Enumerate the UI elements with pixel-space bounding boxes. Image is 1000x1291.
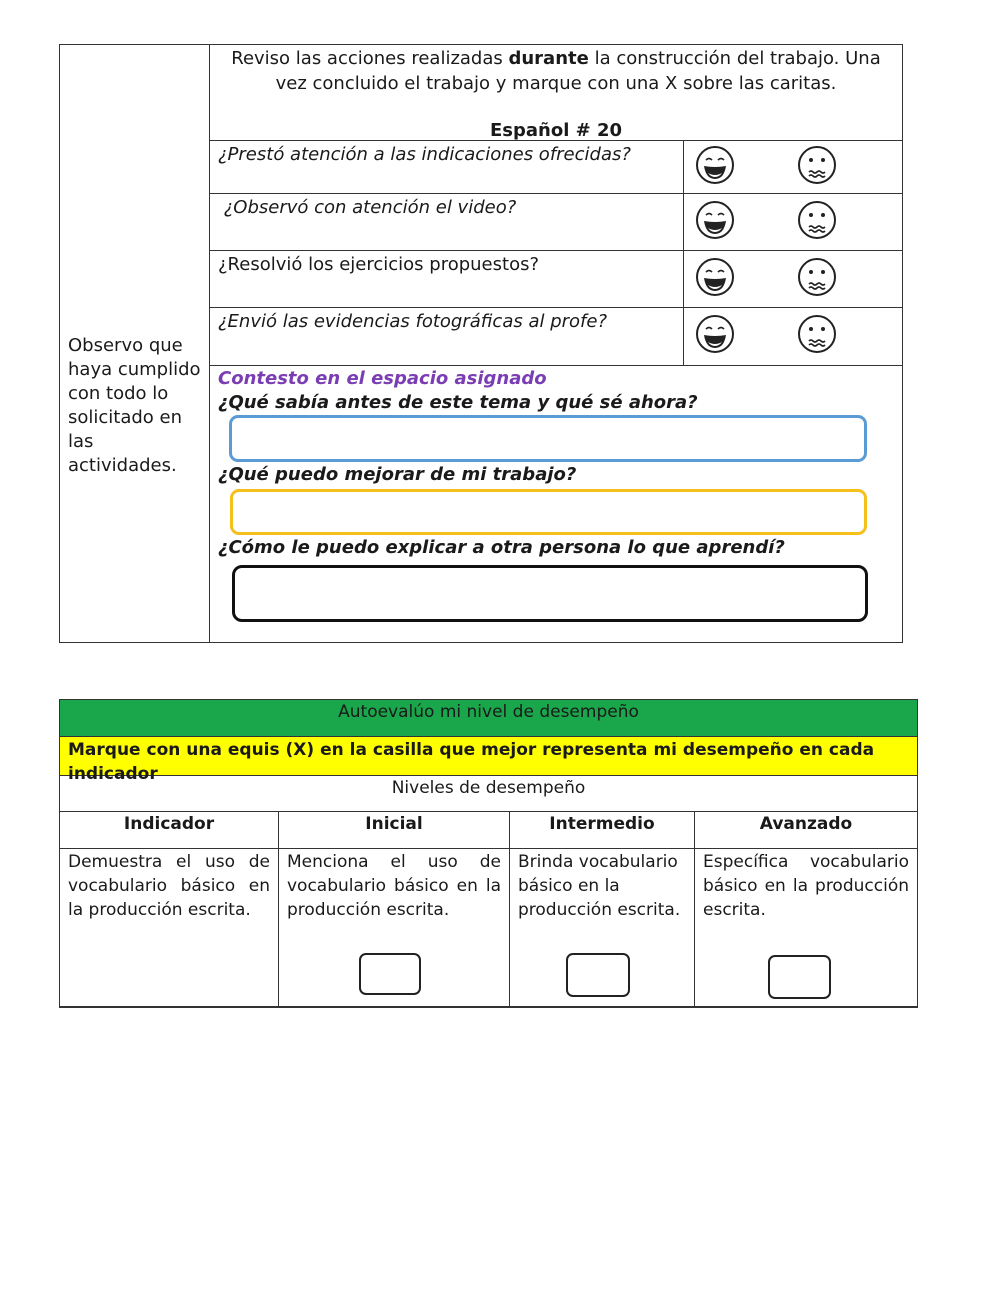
answer-question: ¿Qué puedo mejorar de mi trabajo? xyxy=(218,464,577,485)
question-text: ¿Prestó atención a las indicaciones ofrecidas? xyxy=(218,144,631,165)
inicial-description: Menciona el uso de vocabulario básico en la producción escrita. xyxy=(287,852,501,920)
indicator-cell: Demuestra el uso de vocabulario básico en la producción escrita. xyxy=(60,849,279,1006)
instructions xyxy=(210,45,902,141)
face-options xyxy=(683,141,902,193)
inicial-cell xyxy=(279,849,510,1006)
sad-face-icon[interactable] xyxy=(797,145,837,185)
column-header-indicador: Indicador xyxy=(60,812,279,848)
self-check-table xyxy=(59,44,903,643)
intermedio-checkbox[interactable] xyxy=(566,953,630,997)
column-header-avanzado: Avanzado xyxy=(759,814,853,834)
avanzado-checkbox[interactable] xyxy=(768,955,831,999)
column-header-inicial: Inicial xyxy=(279,812,510,848)
rubric-instruction: Marque con una equis (X) en la casilla que mejor representa mi desempeño en cada indicador xyxy=(60,737,917,776)
happy-face-icon[interactable] xyxy=(695,200,735,240)
face-options xyxy=(683,194,902,250)
answer-box-before-after[interactable] xyxy=(229,415,867,462)
observation-label: Observo que haya cumplido con todo lo solicitado en las actividades. xyxy=(68,335,201,476)
question-text: ¿Observó con atención el video? xyxy=(218,197,517,218)
rubric-header: Autoevalúo mi nivel de desempeño xyxy=(60,700,917,737)
answer-box-explain[interactable] xyxy=(232,565,868,622)
question-row xyxy=(210,251,902,308)
question-row xyxy=(210,308,902,366)
happy-face-icon[interactable] xyxy=(695,314,735,354)
face-options xyxy=(683,308,902,365)
instructions-text-start: Reviso las acciones realizadas xyxy=(231,48,509,69)
column-headers xyxy=(60,812,917,849)
avanzado-description: Específica vocabulario básico en la producción escrita. xyxy=(703,852,909,920)
rubric-row xyxy=(60,849,917,1007)
face-options xyxy=(683,251,902,307)
checklist-panel xyxy=(210,45,902,642)
avanzado-cell xyxy=(695,849,917,1006)
answer-question: ¿Cómo le puedo explicar a otra persona lo que aprendí? xyxy=(218,537,785,558)
inicial-checkbox[interactable] xyxy=(359,953,421,995)
rubric-table xyxy=(59,699,918,1008)
intermedio-cell xyxy=(510,849,695,1006)
column-header-intermedio: Intermedio xyxy=(510,812,695,848)
instructions-text-end: la construcción del trabajo. Una vez concluido el trabajo y marque con una X sobre las caritas. xyxy=(275,48,881,94)
question-row xyxy=(210,194,902,251)
sad-face-icon[interactable] xyxy=(797,200,837,240)
sad-face-icon[interactable] xyxy=(797,257,837,297)
worksheet-title: Español # 20 xyxy=(489,120,623,141)
intermedio-description: Brinda vocabulario básico en la producción escrita. xyxy=(518,852,681,920)
levels-label: Niveles de desempeño xyxy=(60,776,917,812)
sad-face-icon[interactable] xyxy=(797,314,837,354)
answer-box-improve[interactable] xyxy=(230,489,867,535)
observation-column xyxy=(60,45,210,642)
answer-question: ¿Qué sabía antes de este tema y qué sé ahora? xyxy=(218,392,698,413)
happy-face-icon[interactable] xyxy=(695,257,735,297)
question-text: ¿Envió las evidencias fotográficas al profe? xyxy=(218,311,608,332)
question-row xyxy=(210,141,902,194)
question-text: ¿Resolvió los ejercicios propuestos? xyxy=(218,254,540,275)
answer-section xyxy=(210,367,902,642)
happy-face-icon[interactable] xyxy=(695,145,735,185)
answer-heading: Contesto en el espacio asignado xyxy=(218,368,547,389)
instructions-bold-word: durante xyxy=(508,48,589,69)
